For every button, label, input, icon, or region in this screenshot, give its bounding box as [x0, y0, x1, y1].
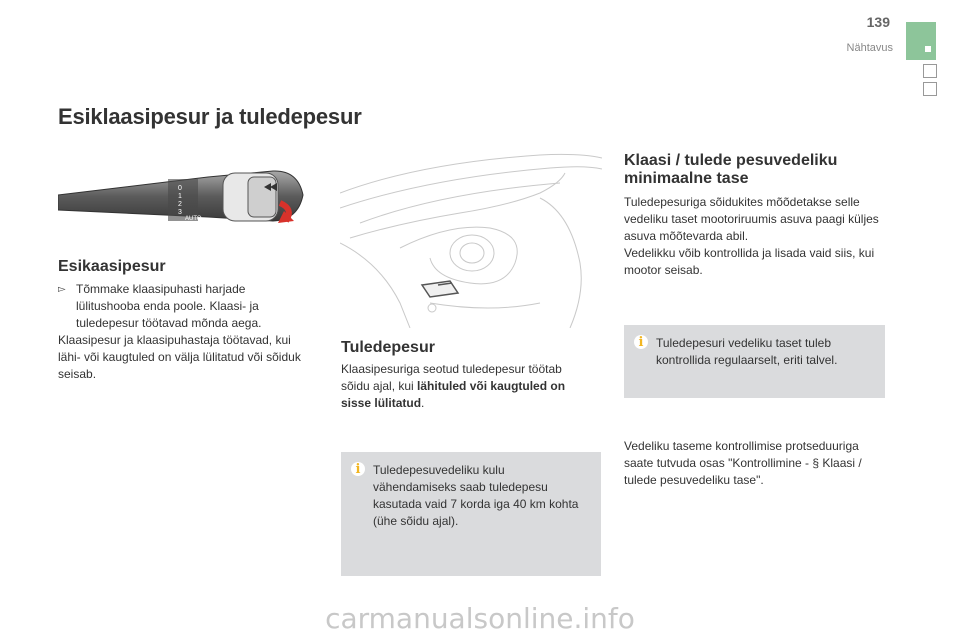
right-reference-text	[624, 438, 886, 489]
info-box-washer-usage	[341, 452, 601, 576]
tab-marker-icon	[925, 46, 931, 52]
stalk-label: 3	[178, 209, 182, 216]
section-heading-fluid-level: Klaasi / tulede pesuvedeliku minimaalne tase	[624, 152, 838, 187]
section-tab-empty	[923, 82, 937, 96]
bullet-text: Tõmmake klaasipuhasti harjade lülitushooba enda poole. Klaasi- ja tuledepesur töötavad mõnda aega.	[76, 282, 262, 330]
info-icon	[634, 335, 648, 349]
right-para-3: Vedeliku taseme kontrollimise protseduuriga saate tutvuda osas "Kontrollimine - § Klaasi / tulede pesuvedeliku tase".	[624, 439, 862, 487]
section-tab-empty	[923, 64, 937, 78]
triangle-right-icon: ▻	[58, 284, 66, 295]
section-tab	[906, 22, 936, 60]
stalk-label: 0	[178, 185, 182, 192]
wiper-stalk-illustration	[58, 165, 318, 240]
stalk-label: 1	[178, 193, 182, 200]
stalk-auto-label: AUTO	[185, 216, 202, 222]
section-heading-headlamp-wash: Tuledepesur	[341, 339, 435, 356]
middle-text-column	[341, 361, 591, 412]
section-heading-windscreen: Esikaasipesur	[58, 258, 166, 275]
info-box-fluid-check	[624, 325, 885, 398]
instruction-bullet	[58, 281, 308, 332]
left-body-text: Klaasipesur ja klaasipuhastaja töötavad, kui lähi- või kaugtuled on välja lülitatud või sõiduk seisab.	[58, 333, 301, 381]
page-number: 139	[866, 14, 890, 30]
info-icon	[351, 462, 365, 476]
info-box-text: Tuledepesuvedeliku kulu vähendamiseks saab tuledepesu kasutada vaid 7 korda iga 40 km kohta (ühe sõidu ajal).	[373, 463, 579, 528]
middle-body-text: Klaasipesuriga seotud tuledepesur töötab sõidu ajal, kui lähituled või kaugtuled on sisse lülitatud.	[341, 362, 566, 410]
info-box-text: Tuledepesuri vedeliku taset tuleb kontrollida regulaarselt, eriti talvel.	[656, 336, 838, 367]
right-para-2: Vedelikku võib kontrollida ja lisada vaid siis, kui mootor seisab.	[624, 246, 875, 277]
section-label: Nähtavus	[846, 42, 893, 54]
emphasis-text: lähituled või kaugtuled on sisse lülitatud	[341, 379, 566, 410]
right-text-column	[624, 194, 886, 279]
page-title: Esiklaasipesur ja tuledepesur	[58, 104, 362, 129]
left-text-column	[58, 281, 308, 383]
stalk-label: 2	[178, 201, 182, 208]
headlamp-illustration	[340, 153, 602, 328]
watermark: carmanualsonline.info	[325, 602, 635, 635]
stalk-position-labels	[178, 185, 182, 217]
right-para-1: Tuledepesuriga sõidukites mõõdetakse selle vedeliku taset mootoriruumis asuva paagi küljes asuva mõõtevarda abil.	[624, 195, 879, 243]
